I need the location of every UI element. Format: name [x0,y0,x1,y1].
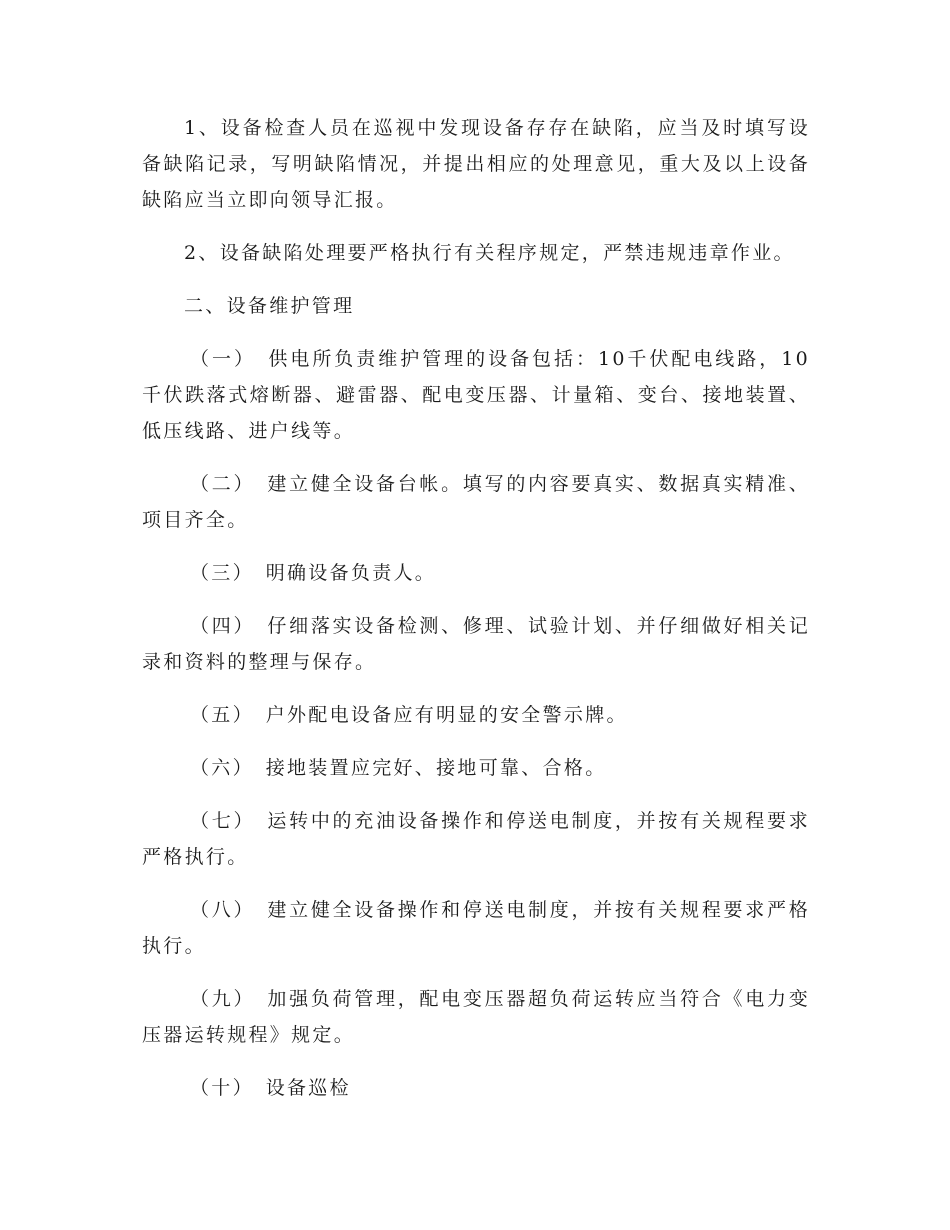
list-item-6: （六） 接地装置应完好、接地可靠、合格。 [190,757,607,779]
list-item-2: （二） 建立健全设备台帐。填写的内容要真实、数据真实精准、项目齐全。 [142,473,810,531]
list-item-7: （七） 运转中的充油设备操作和停送电制度，并按有关规程要求严格执行。 [142,810,810,868]
list-item-8: （八） 建立健全设备操作和停送电制度，并按有关规程要求严格执行。 [142,899,810,957]
list-item-9: （九） 加强负荷管理，配电变压器超负荷运转应当符合《电力变压器运转规程》规定。 [142,988,810,1046]
paragraph-2: 2、设备缺陷处理要严格执行有关程序规定，严禁违规违章作业。 [184,242,795,264]
section-heading: 二、设备维护管理 [184,295,355,317]
paragraph-1: 1、设备检查人员在巡视中发现设备存存在缺陷，应当及时填写设备缺陷记录，写明缺陷情况，并提出相应的处理意见，重大及以上设备缺陷应当立即向领导汇报。 [142,117,810,211]
document-body [142,110,810,1123]
list-item-5: （五） 户外配电设备应有明显的安全警示牌。 [190,704,628,726]
list-item-10: （十） 设备巡检 [190,1077,351,1099]
list-item-3: （三） 明确设备负责人。 [190,562,437,584]
list-item-1: （一） 供电所负责维护管理的设备包括：10千伏配电线路，10千伏跌落式熔断器、避雷器、配电变压器、计量箱、变台、接地装置、低压线路、进户线等。 [142,348,810,442]
list-item-4: （四） 仔细落实设备检测、修理、试验计划、并仔细做好相关记录和资料的整理与保存。 [142,615,810,673]
